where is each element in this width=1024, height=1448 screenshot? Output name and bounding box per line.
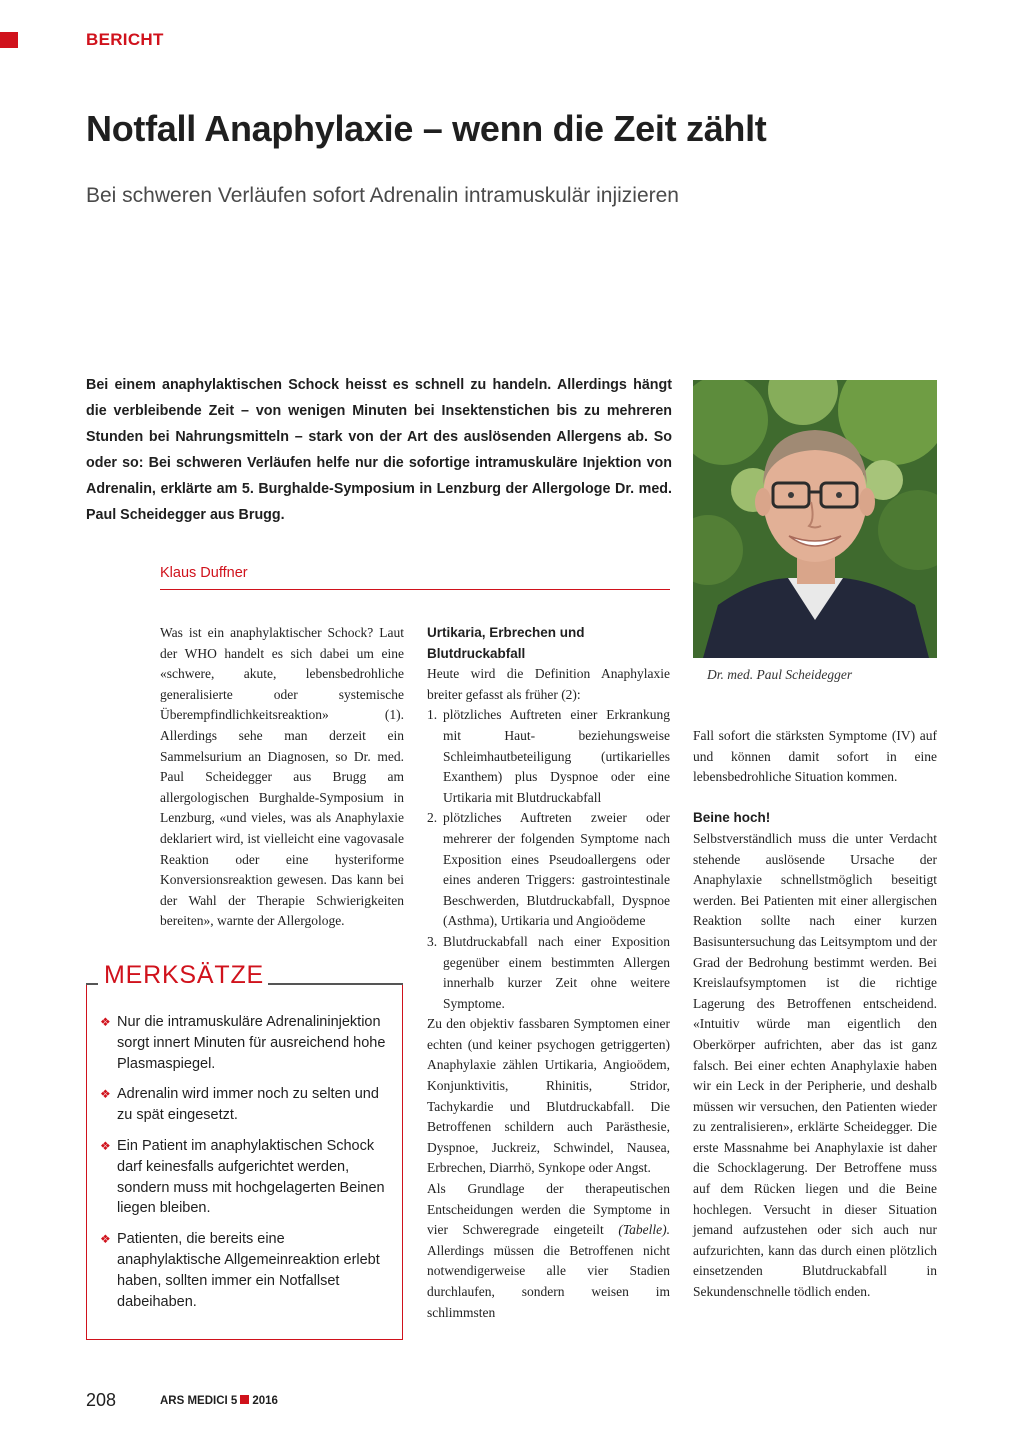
merksaetze-title: MERKSÄTZE <box>104 961 264 989</box>
box-rule <box>86 983 98 985</box>
text-column-2 <box>427 623 670 1323</box>
lead-paragraph: Bei einem anaphylaktischen Schock heisst es schnell zu handeln. Allerdings hängt die verbleibende Zeit – von wenigen Minuten bei Insektenstichen bis zu mehreren Stunden bei Nahrungsmitteln – stark von der Art des auslösenden Allergens ab. So oder so: Bei schweren Verläufen helfe nur die sofortige intramuskuläre Injektion von Adrenalin, erklärte am 5. Burghalde-Symposium in Lenzburg der Allergologe Dr. med. Paul Scheidegger aus Brugg. <box>86 377 672 523</box>
list-item: ❖ Patienten, die bereits eine anaphylaktische Allgemeinreaktion erlebt haben, sollten immer ein Notfallset dabeihaben. <box>100 1231 380 1310</box>
definition-list <box>427 705 670 1014</box>
list-item: ❖ Nur die intramuskuläre Adrenalininjektion sorgt innert Minuten für ausreichend hohe Plasmaspiegel. <box>100 1014 386 1072</box>
merksaetze-list <box>100 1012 390 1322</box>
page-number: 208 <box>86 1390 117 1410</box>
section-heading-urtikaria: Urtikaria, Erbrechen und Blutdruckabfall <box>427 625 585 661</box>
diamond-bullet-icon: ❖ <box>100 1015 111 1029</box>
author-name: Klaus Duffner <box>160 565 248 581</box>
diamond-bullet-icon: ❖ <box>100 1087 111 1102</box>
diamond-bullet-icon: ❖ <box>100 1138 111 1153</box>
author-divider <box>160 589 670 590</box>
text-column-1 <box>160 623 404 932</box>
photo-caption: Dr. med. Paul Scheidegger <box>707 667 853 682</box>
list-item: ❖ Ein Patient im anaphylaktischen Schock darf keinesfalls aufgerichtet werden, sondern muss mit hochgelagerten Beinen liegen bleiben. <box>100 1137 385 1217</box>
body-paragraph: Selbstverständlich muss die unter Verdacht stehende auslösende Ursache der Anaphylaxie schnellstmöglich beseitigt werden. Bei Patienten mit einer allergischen Reaktion sollte nach einer kurzen Basisuntersuchung das Leitsymptom und der Grad der Bedrohung bestimmt werden. Bei Kreislaufsymptomen ist die richtige Lagerung des Betroffenen entscheidend. «Intuitiv würde man eigentlich den Oberkörper aufrichten, aber das ist ganz falsch. Bei einer echten Anaphylaxie haben wir ein Leck in der Peripherie, und deshalb müssen wir versuchen, den Patienten wieder zu zentralisieren», erklärte Scheidegger. Die erste Massnahme bei Anaphylaxie ist daher die Schocklagerung. Der Betroffene muss auf dem Rücken liegen und die Beine hochlegen. Versucht in dieser Situation jemand aufzustehen oder sich auch nur aufzurichten, kann das durch einen plötzlich einsetzenden Blutdruckabfall in Sekundenschnelle tödlich enden. <box>693 830 937 1300</box>
text-column-3 <box>693 726 937 1303</box>
list-item: 2. plötzliches Auftreten zweier oder mehrerer der folgenden Symptome nach Exposition eines Pseudoallergens oder eines anderen Triggers: gastrointestinale Beschwerden, Blutdruckabfall, Dyspnoe (Asthma), Urtikaria und Angioödeme <box>427 810 670 929</box>
section-heading-beine-hoch: Beine hoch! <box>693 810 771 826</box>
list-item: ❖ Adrenalin wird immer noch zu selten und zu spät eingesetzt. <box>100 1086 379 1124</box>
body-paragraph: Heute wird die Definition Anaphylaxie breiter gefasst als früher (2): <box>427 666 670 702</box>
footer-square-icon <box>240 1395 249 1404</box>
section-marker <box>0 32 18 48</box>
list-item: 1. plötzliches Auftreten einer Erkrankung mit Haut- beziehungsweise Schleimhautbeteiligung (urtikarielles Exanthem) plus Dyspnoe oder eine Urtikaria mit Blutdruckabfall <box>427 707 670 805</box>
section-label: BERICHT <box>86 30 164 49</box>
body-paragraph: Zu den objektiv fassbaren Symptomen einer echten (und keiner psychogen getriggerten) Anaphylaxie zählen Urtikaria, Angioödem, Konjunktivitis, Rhinitis, Stridor, Tachykardie und Blutdruckabfall. Die Betroffenen schildern auch Parästhesie, Dyspnoe, Juckreiz, Schwindel, Nausea, Erbrechen, Diarrhö, Synkope oder Angst. <box>427 1016 670 1176</box>
article-subtitle: Bei schweren Verläufen sofort Adrenalin intramuskulär injizieren <box>86 184 679 207</box>
body-paragraph: Was ist ein anaphylaktischer Schock? Laut der WHO handelt es sich dabei um eine «schwere, akute, lebensbedrohliche generalisierte oder systemische Überempfindlichkeitsreaktion» (1). Allerdings sehe man derzeit ein Sammelsurium an Diagnosen, so Dr. med. Paul Scheidegger aus Brugg am allergologischen Burghalde-Symposium in Lenzburg, «und vieles, was als Anaphylaxie deklariert wird, ist vielleicht eine vagovasale Reaktion oder eine hysteriforme Konversionsreaktion gewesen. Das kann bei der Wahl der Therapie Schwierigkeiten bereiten», warnte der Allergologe. <box>160 625 404 929</box>
body-paragraph: Als Grundlage der therapeutischen Entscheidungen werden die Symptome in vier Schweregrade eingeteilt (Tabelle). Allerdings müssen die Betroffenen nicht notwendigerweise alle vier Stadien durchlaufen, sondern weisen im schlimmsten <box>427 1181 670 1320</box>
diamond-bullet-icon: ❖ <box>100 1232 111 1247</box>
body-paragraph: Fall sofort die stärksten Symptome (IV) auf und können damit sofort in eine lebensbedrohliche Situation kommen. <box>693 728 937 785</box>
table-reference: (Tabelle). <box>618 1222 670 1238</box>
box-rule <box>268 983 403 985</box>
article-title: Notfall Anaphylaxie – wenn die Zeit zählt <box>86 108 767 149</box>
journal-footer: ARS MEDICI 5 2016 <box>160 1395 278 1407</box>
list-item: 3. Blutdruckabfall nach einer Exposition gegenüber einem bestimmten Allergen innerhalb kurzer Zeit ohne weitere Symptome. <box>427 933 670 1011</box>
portrait-photo <box>693 380 937 658</box>
